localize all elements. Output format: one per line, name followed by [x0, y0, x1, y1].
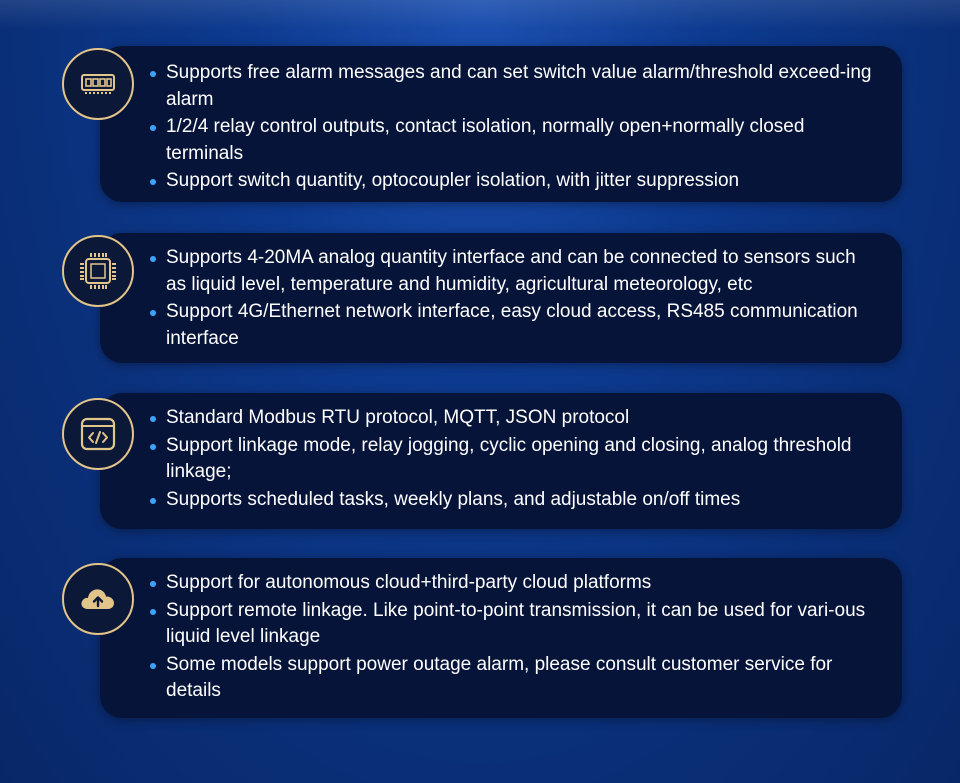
feature-card-interfaces — [100, 233, 902, 363]
feature-card-cloud — [100, 558, 902, 718]
feature-item: 1/2/4 relay control outputs, contact isolation, normally open+normally closed terminals — [148, 114, 874, 167]
top-glow — [0, 0, 960, 30]
feature-item: Support 4G/Ethernet network interface, easy cloud access, RS485 communication interface — [148, 299, 874, 352]
feature-item: Supports scheduled tasks, weekly plans, and adjustable on/off times — [148, 487, 874, 514]
feature-item: Supports free alarm messages and can set switch value alarm/threshold exceed-ing alarm — [148, 60, 874, 113]
feature-list — [148, 245, 874, 353]
feature-item: Standard Modbus RTU protocol, MQTT, JSON protocol — [148, 405, 874, 432]
feature-card-alarm-relay — [100, 46, 902, 202]
chip-icon — [62, 235, 134, 307]
feature-item: Support for autonomous cloud+third-party cloud platforms — [148, 570, 874, 597]
code-window-icon — [62, 398, 134, 470]
feature-item: Support linkage mode, relay jogging, cyclic opening and closing, analog threshold linkage; — [148, 433, 874, 486]
feature-item: Support switch quantity, optocoupler isolation, with jitter suppression — [148, 168, 874, 195]
memory-module-icon — [62, 48, 134, 120]
feature-list — [148, 60, 874, 196]
feature-card-protocols — [100, 393, 902, 529]
feature-item: Some models support power outage alarm, please consult customer service for details — [148, 652, 874, 705]
feature-item: Support remote linkage. Like point-to-point transmission, it can be used for vari-ous liquid level linkage — [148, 598, 874, 651]
feature-list — [148, 405, 874, 514]
cloud-upload-icon — [62, 563, 134, 635]
feature-list — [148, 570, 874, 706]
feature-item: Supports 4-20MA analog quantity interface and can be connected to sensors such as liquid level, temperature and humidity, agricultural meteorology, etc — [148, 245, 874, 298]
